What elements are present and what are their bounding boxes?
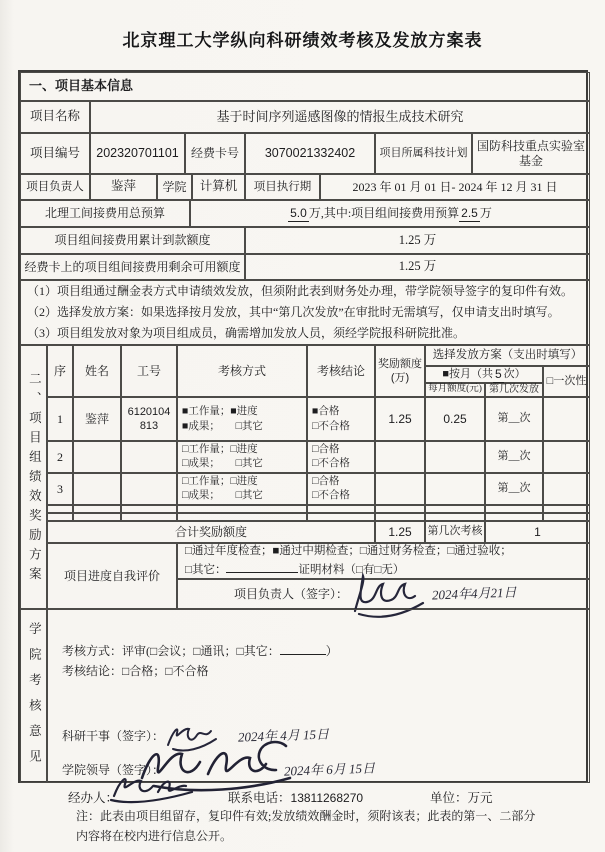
budget-value — [190, 200, 590, 227]
college-value: 计算机 — [192, 174, 245, 200]
college-result-line: 考核结论：□合格；□不合格 — [62, 664, 209, 678]
row2-method-line2: □成果； □其它 — [182, 458, 263, 469]
project-no-label: 项目编号 — [20, 133, 90, 174]
row1-method-line2: ■成果； □其它 — [182, 421, 263, 432]
project-name-value: 基于时间序列遥感图像的情报生成技术研究 — [90, 101, 590, 133]
row3-name — [73, 473, 121, 505]
col-amount-header — [375, 345, 425, 397]
row3-id — [121, 473, 177, 505]
budget-group: 2.5 — [461, 205, 478, 220]
row3-method — [177, 473, 307, 505]
row1-seq: 1 — [47, 397, 73, 441]
empty-row1-method — [177, 505, 307, 513]
unit-value: 万元 — [467, 791, 493, 805]
row2-seq: 2 — [47, 441, 73, 473]
once-option: □一次性 — [543, 366, 590, 397]
col-name-header: 姓名 — [73, 345, 121, 397]
self-eval-line1: □通过年度检查；■通过中期检查；□通过财务检查；□通过验收； — [185, 545, 512, 557]
monthly-option — [425, 366, 543, 383]
empty-row2-nth — [485, 513, 543, 521]
monthly-times-value: 5 — [494, 366, 502, 381]
row1-method — [177, 397, 307, 441]
sci-plan-label: 项目所属科技计划 — [375, 133, 472, 174]
empty-row1-result — [307, 505, 375, 513]
note-1: （1）项目组通过酬金表方式申请绩效发放，但须附此表到财务处办理，带学院领导签字的复印件有效。 — [27, 284, 574, 298]
phone-label: 联系电话： — [228, 791, 291, 805]
empty-row2-per — [425, 513, 485, 521]
row3-result-line1: □合格 — [312, 476, 340, 487]
budget-unit: 万 — [479, 206, 492, 220]
total-award-label: 合计奖励额度 — [47, 521, 375, 543]
empty-row1-once — [543, 505, 590, 513]
row2-name — [73, 441, 121, 473]
college-method-text: 考核方式：评审(□会议；□通讯；□其它： — [62, 644, 280, 658]
self-eval-other-checkbox: □其它： — [185, 564, 227, 576]
row1-result-line2: □不合格 — [312, 421, 350, 432]
arrived-value: 1.25 万 — [245, 227, 590, 254]
monthly-checkbox-text: ■按月（共 — [442, 367, 493, 380]
row3-result — [307, 473, 375, 505]
self-eval-other-blank — [226, 560, 298, 573]
period-value: 2023 年 01 月 01 日- 2024 年 12 月 31 日 — [320, 174, 590, 200]
research-staff-sign-label: 科研干事（签字）： — [62, 728, 165, 743]
col-result-header: 考核结论 — [307, 345, 375, 397]
budget-total: 5.0 — [290, 205, 307, 220]
row2-method — [177, 441, 307, 473]
row3-amount — [375, 473, 425, 505]
nth-assessment-value: 1 — [485, 521, 590, 543]
row3-result-line2: □不合格 — [312, 490, 350, 501]
total-award-value: 1.25 — [375, 521, 425, 543]
college-method-line — [62, 642, 338, 659]
row1-per-month: 0.25 — [425, 397, 485, 441]
leader-value: 鉴萍 — [90, 174, 157, 200]
empty-row1-amount — [375, 505, 425, 513]
college-method-blank — [280, 642, 326, 655]
nth-assessment-label: 第几次考核 — [425, 521, 485, 543]
self-eval-proof-text: 证明材料（□有□无） — [298, 564, 405, 576]
row2-id — [121, 441, 177, 473]
project-leader-sign-row — [177, 579, 590, 609]
empty-row2-amount — [375, 513, 425, 521]
period-label: 项目执行期 — [245, 174, 320, 200]
section3-vertical-title: 学院考核意见 — [20, 609, 47, 783]
row1-name: 鉴萍 — [73, 397, 121, 441]
empty-row2-seq — [47, 513, 73, 521]
amount-header-line2: (万) — [390, 372, 410, 384]
nth-payout-header: 第几次发放 — [485, 383, 543, 397]
fund-card-value: 3070021332402 — [245, 133, 375, 174]
main-form-table — [18, 70, 588, 783]
row1-once — [543, 397, 590, 441]
budget-label: 北理工间接费用总预算 — [20, 200, 190, 227]
remain-value: 1.25 万 — [245, 254, 590, 280]
empty-row2-result — [307, 513, 375, 521]
section1-title: 一、项目基本信息 — [20, 72, 590, 101]
row3-once — [543, 473, 590, 505]
empty-row1-seq — [47, 505, 73, 513]
row2-method-line1: □工作量；□进度 — [182, 444, 258, 455]
budget-mid-text: 万,其中:项目组间接费用预算 — [308, 206, 460, 220]
col-id-header: 工号 — [121, 345, 177, 397]
project-leader-sign-label: 项目负责人（签字）： — [234, 586, 349, 601]
amount-header-line1: 奖励额度 — [378, 358, 422, 370]
college-opinion-cell — [47, 609, 590, 783]
row2-nth: 第__次 — [485, 441, 543, 473]
research-staff-sign-date: 2024年 4月 15日 — [237, 726, 330, 745]
agent-signature-icon — [108, 772, 196, 804]
row1-amount: 1.25 — [375, 397, 425, 441]
row2-result-line1: □合格 — [312, 444, 340, 455]
remain-label: 经费卡上的项目组间接费用剩余可用额度 — [20, 254, 245, 280]
agent-label: 经办人： — [68, 791, 119, 805]
form-title: 北京理工大学纵向科研绩效考核及发放方案表 — [122, 31, 483, 50]
empty-row1-id — [121, 505, 177, 513]
row1-result-line1: ■合格 — [312, 406, 340, 417]
leader-label: 项目负责人 — [20, 174, 90, 200]
unit-label: 单位： — [430, 791, 468, 805]
empty-row1-per — [425, 505, 485, 513]
empty-row1-name — [73, 505, 121, 513]
college-label: 学院 — [157, 174, 192, 200]
project-no-value: 202320701101 — [90, 133, 185, 174]
payout-plan-header: 选择发放方案（支出时填写） — [425, 345, 590, 366]
monthly-suffix: 次） — [503, 367, 526, 380]
self-eval-label: 项目进度自我评价 — [47, 543, 177, 609]
per-month-header: 每月额度(元) — [425, 383, 485, 397]
row2-result — [307, 441, 375, 473]
section2-vertical-title: 二、项目组绩效奖励方案 — [20, 345, 47, 609]
project-leader-sign-date: 2024年4月21日 — [431, 584, 517, 603]
college-leader-sign-date: 2024年 6月 15日 — [283, 760, 376, 779]
empty-row2-once — [543, 513, 590, 521]
college-method-close: ） — [325, 644, 338, 658]
row3-per-month — [425, 473, 485, 505]
empty-row2-method — [177, 513, 307, 521]
row1-nth: 第__次 — [485, 397, 543, 441]
sci-plan-value: 国防科技重点实验室基金 — [472, 133, 590, 174]
row2-amount — [375, 441, 425, 473]
row1-id: 6120104813 — [121, 397, 177, 441]
row3-seq: 3 — [47, 473, 73, 505]
empty-row1-nth — [485, 505, 543, 513]
row3-method-line2: □成果； □其它 — [182, 490, 263, 501]
row2-once — [543, 441, 590, 473]
row1-result — [307, 397, 375, 441]
note-3: （3）项目组发放对象为项目组成员，确需增加发放人员，须经学院报科研院批准。 — [27, 326, 466, 340]
phone-line — [228, 788, 363, 806]
arrived-label: 项目组间接费用累计到款额度 — [20, 227, 245, 254]
unit-line — [430, 788, 493, 806]
instruction-notes — [20, 280, 590, 345]
phone-value: 13811268270 — [290, 791, 364, 805]
row3-nth: 第__次 — [485, 473, 543, 505]
project-name-label: 项目名称 — [20, 101, 90, 133]
fund-card-label: 经费卡号 — [185, 133, 245, 174]
col-method-header: 考核方式 — [177, 345, 307, 397]
college-leader-sign-label: 学院领导（签字）： — [62, 762, 165, 777]
empty-row2-id — [121, 513, 177, 521]
row2-result-line2: □不合格 — [312, 458, 350, 469]
row3-method-line1: □工作量；□进度 — [182, 476, 258, 487]
row1-method-line1: ■工作量；■进度 — [182, 406, 258, 417]
bottom-note: 注：此表由项目组留存，复印件有效;发放绩效酬金时，须附该表；此表的第一、二部分内容将在校内进行信息公开。 — [76, 809, 536, 843]
col-seq-header: 序 — [47, 345, 73, 397]
empty-row2-name — [73, 513, 121, 521]
row2-per-month — [425, 441, 485, 473]
note-2: （2）选择发放方案：如果选择按月发放，其中“第几次发放”在审批时无需填写，仅申请支出时填写。 — [27, 305, 560, 319]
